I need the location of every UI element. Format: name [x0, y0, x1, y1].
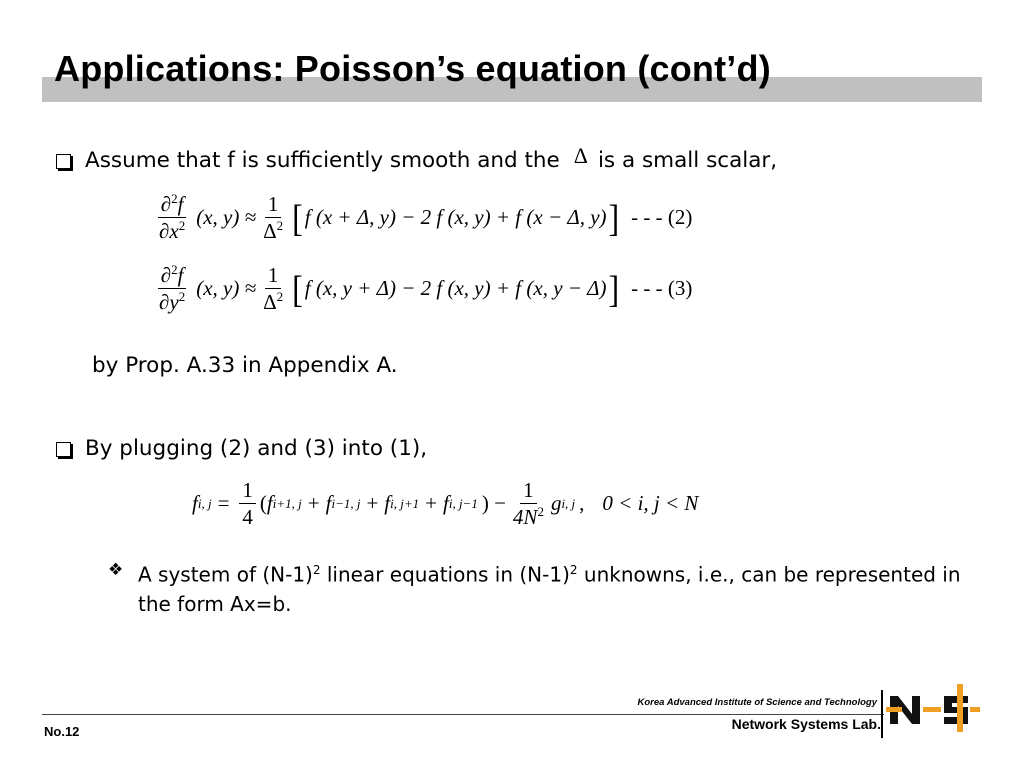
eq1-quarter: $\frac{1}{4}$: [239, 478, 256, 529]
sub-bullet-system: [108, 556, 968, 619]
bullet-text-a: Assume that f is sufficiently smooth and the: [85, 148, 560, 173]
equation-2: $\frac{\partial^2f}{\partial x^2}$ (x, y) ≈ $\frac{1}{\Delta^2}$ [ f (x + Δ, y) − 2 f (x, y) + f (x − Δ, y) ] - - - (2): [152, 192, 692, 243]
page-number: No.12: [44, 724, 80, 739]
footer-divider: [881, 690, 883, 738]
checkbox-square-icon: [56, 442, 71, 457]
checkbox-square-icon: [56, 154, 71, 169]
four-diamond-icon: ❖: [108, 560, 124, 580]
lab-name: Network Systems Lab.: [731, 716, 881, 732]
equation-discretized: f i, j = $\frac{1}{4}$ ( f i+1, j + f i−1, j + f i, j+1 + f i, j−1 ) − $\frac{1}{4N^2}$ g i, j , 0 < i, j < N: [192, 478, 699, 529]
nsl-logo: [886, 680, 980, 736]
prop-reference: by Prop. A.33 in Appendix A.: [92, 353, 398, 378]
footer-rule: [42, 714, 884, 715]
slide-title: Applications: Poisson’s equation (cont’d): [54, 48, 771, 89]
eq1-condition: 0 < i, j < N: [602, 491, 699, 515]
bullet-plugging: [56, 436, 427, 462]
delta-symbol: Δ: [573, 143, 588, 168]
eq3-body: f (x, y + Δ) − 2 f (x, y) + f (x, y − Δ): [304, 276, 607, 300]
eq2-args: (x, y) ≈: [196, 205, 257, 229]
eq2-lhs-fraction: $\frac{\partial^2f}{\partial x^2}$: [159, 191, 186, 243]
eq3-coefficient: $\frac{1}{\Delta^2}$: [263, 263, 284, 314]
eq3-lhs-fraction: $\frac{\partial^2f}{\partial y^2}$: [159, 262, 186, 314]
eq2-body: f (x + Δ, y) − 2 f (x, y) + f (x − Δ, y): [304, 205, 607, 229]
bullet2-text: By plugging (2) and (3) into (1),: [85, 436, 428, 461]
eq3-args: (x, y) ≈: [196, 276, 257, 300]
eq1-inverse-4n2: $\frac{1}{4N^2}$: [512, 478, 544, 529]
eq2-coefficient: $\frac{1}{\Delta^2}$: [263, 192, 284, 243]
eq2-tag: - - - (2): [631, 205, 693, 229]
bullet-assume: [56, 143, 778, 174]
eq3-tag: - - - (3): [631, 276, 693, 300]
equation-3: $\frac{\partial^2f}{\partial y^2}$ (x, y) ≈ $\frac{1}{\Delta^2}$ [ f (x, y + Δ) − 2 f (x, y) + f (x, y − Δ) ] - - - (3): [152, 263, 692, 314]
institute-name: Korea Advanced Institute of Science and Technology: [637, 697, 877, 708]
sub-bullet-text: A system of $(N-1)^2$ linear equations in $(N-1)^2$ unknowns, i.e., can be represented in the form Ax=b.: [138, 562, 961, 616]
bullet-text-b: is a small scalar,: [597, 148, 778, 173]
